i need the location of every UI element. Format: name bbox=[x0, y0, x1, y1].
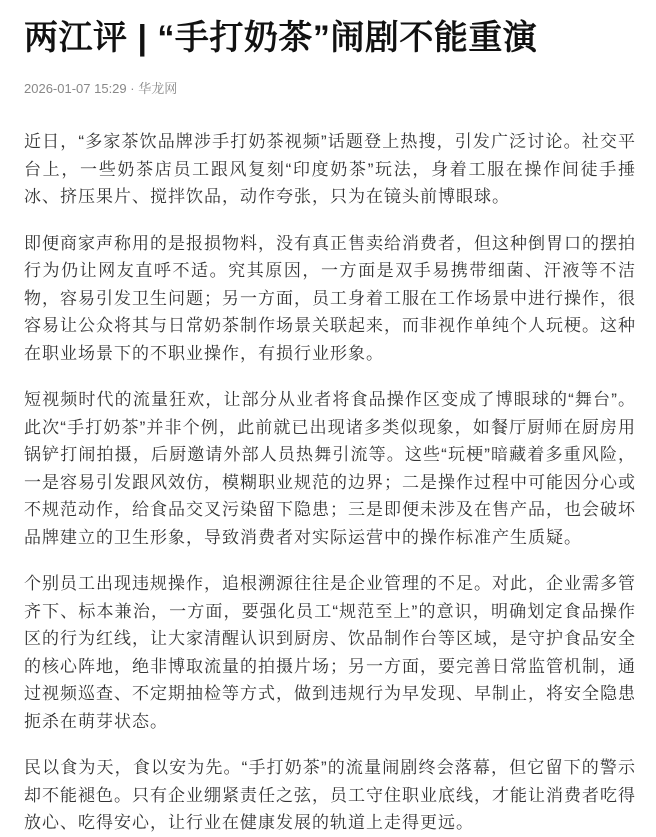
paragraph: 民以食为天，食以安为先。“手打奶茶”的流量闹剧终会落幕，但它留下的警示却不能褪色。只有企业绷紧责任之弦，员工守住职业底线，才能让消费者吃得放心、吃得安心，让行业在健康发展的轨道上走得更远。 bbox=[24, 758, 636, 832]
meta-separator: · bbox=[130, 81, 135, 96]
paragraph: 即便商家声称用的是报损物料，没有真正售卖给消费者，但这种倒胃口的摆拍行为仍让网友直呼不适。究其原因，一方面是双手易携带细菌、汗液等不洁物，容易引发卫生问题；另一方面，员工身着工服在工作场景中进行操作，很容易让公众将其与日常奶茶制作场景关联起来，而非视作单纯个人玩梗。这种在职业场景下的不职业操作，有损行业形象。 bbox=[24, 233, 636, 363]
paragraph: 短视频时代的流量狂欢，让部分从业者将食品操作区变成了博眼球的“舞台”。此次“手打奶茶”并非个例，此前就已出现诸多类似现象，如餐厅厨师在厨房用锅铲打闹拍摄，后厨邀请外部人员热舞引流等。这些“玩梗”暗藏着多重风险，一是容易引发跟风效仿，模糊职业规范的边界；二是操作过程中可能因分心或不规范动作，给食品交叉污染留下隐患；三是即便未涉及在售产品，也会破坏品牌建立的卫生形象，导致消费者对实际运营中的操作标准产生质疑。 bbox=[24, 390, 636, 547]
article-meta bbox=[24, 80, 632, 98]
paragraph: 个别员工出现违规操作，追根溯源往往是企业管理的不足。对此，企业需多管齐下、标本兼治，一方面，要强化员工“规范至上”的意识，明确划定食品操作区的行为红线，让大家清醒认识到厨房、饮品制作台等区域，是守护食品安全的核心阵地，绝非博取流量的拍摄片场；另一方面，要完善日常监管机制，通过视频巡查、不定期抽检等方式，做到违规行为早发现、早制止，将安全隐患扼杀在萌芽状态。 bbox=[24, 574, 636, 731]
article-body bbox=[24, 128, 636, 837]
paragraph: 近日，“多家茶饮品牌涉手打奶茶视频”话题登上热搜，引发广泛讨论。社交平台上，一些奶茶店员工跟风复刻“印度奶茶”玩法，身着工服在操作间徒手捶冰、挤压果片、搅拌饮品，动作夸张，只为在镜头前博眼球。 bbox=[24, 132, 636, 206]
article-source[interactable]: 华龙网 bbox=[138, 81, 178, 96]
article-title: 两江评 | “手打奶茶”闹剧不能重演 bbox=[24, 19, 538, 57]
publish-datetime: 2026-01-07 15:29 bbox=[24, 81, 127, 96]
